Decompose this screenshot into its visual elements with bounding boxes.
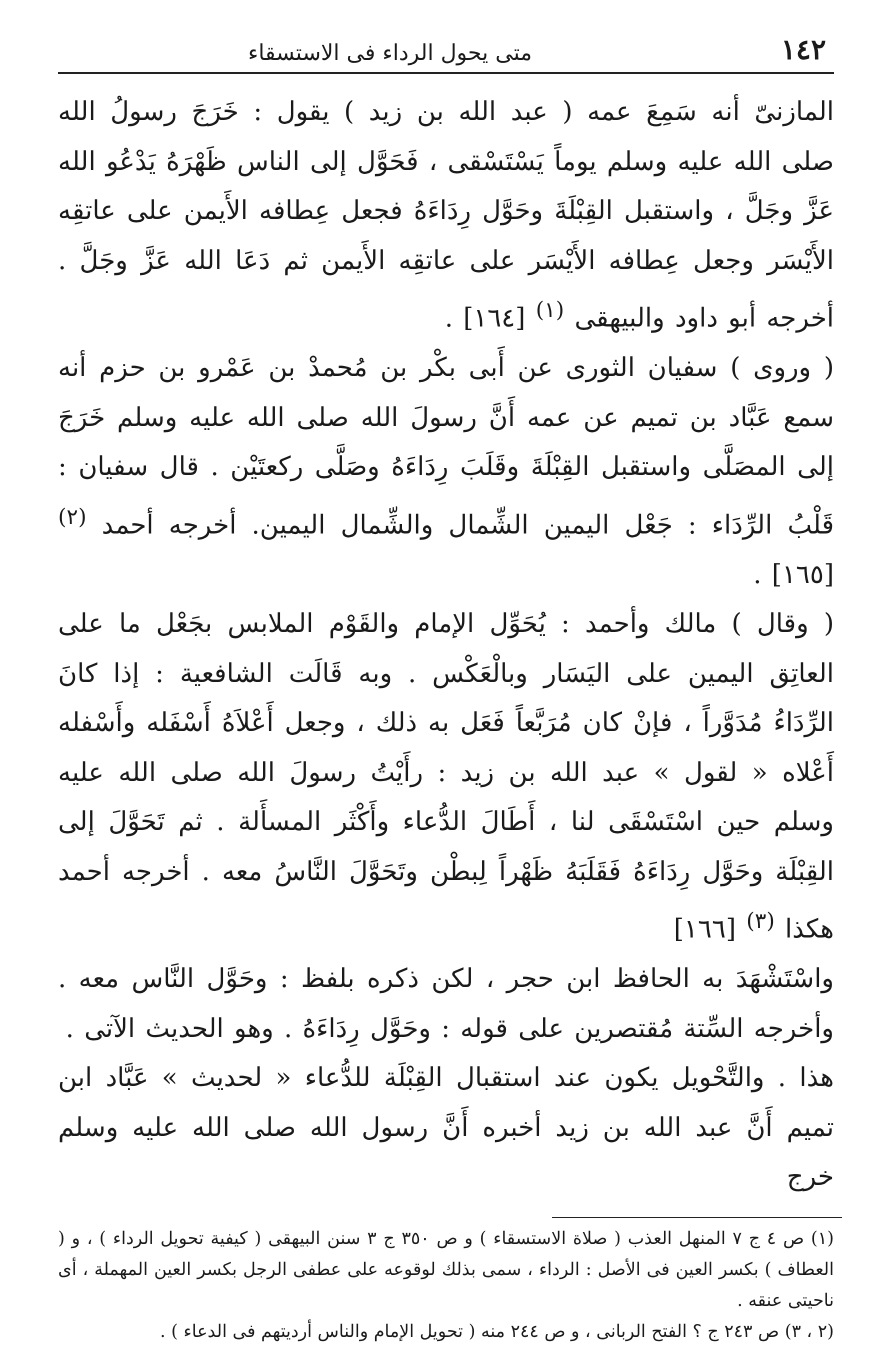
paragraph [58, 344, 834, 600]
footnote-marker: (١) [535, 298, 565, 323]
footnotes [58, 1224, 834, 1348]
body-text [58, 88, 834, 1203]
hadith-reference: [١٦٦] [673, 914, 736, 945]
footnote: (٢ ، ٣) ص ٢٤٣ ج ؟ الفتح الربانى ، و ص ٢٤٤ منه ( تحويل الإمام والناس أرديتهم فى الدعاء ) . [160, 1321, 834, 1342]
paragraph [58, 955, 834, 1054]
footnote-marker: (٣) [746, 909, 775, 935]
hadith-reference: [١٦٤] . [444, 303, 526, 334]
paragraph-text: ( وقال ) مالك وأحمد : يُحَوِّل الإمام والقَوْم الملابس بجَعْل ما على العاتِق اليمين على اليَسَار وبالْعَكْس . وبه قَالَت الشافعية : إذا كانَ الرِّدَاءُ مُدَوَّراً ، فإنْ كان مُرَبَّعاً فَعَل به ذلك ، وجعل أَعْلاَهُ أَسْفَله وأَسْفله أَعْلاه « لقول » عبد الله بن زيد : رأَيْتُ رسولَ الله صلى الله عليه وسلم حين اسْتَسْقَى لنا ، أَطَالَ الدُّعاء وأَكْثَر المسأَلة . ثم تَحَوَّلَ إلى القِبْلَة وحَوَّل رِدَاءَهُ فَقَلَبَهُ ظَهْراً لِبطْن وتَحَوَّلَ النَّاسُ معه . أخرجه أحمد هكذا [58, 609, 834, 945]
footnote: (١) ص ٤ ج ٧ المنهل العذب ( صلاة الاستسقاء ) و ص ٣٥٠ ج ٣ سنن البيهقى ( كيفية تحويل الرداء ) ، و ( العطاف ) بكسر العين فى الأصل : الرداء ، سمى بذلك لوقوعه على عطفى الرجل بكسر العين المهملة ، أى ناحيتى عنقه . [58, 1228, 834, 1311]
running-title: متى يحول الرداء فى الاستسقاء [248, 41, 533, 66]
hadith-reference: [١٦٥] . [753, 559, 834, 590]
paragraph-text: ( وروى ) سفيان الثورى عن أَبى بكْر بن مُحمدْ بن عَمْرو بن حزم أنه سمع عَبَّاد بن تميم عن عمه أَنَّ رسولَ الله صلى الله عليه وسلم خَرَجَ إلى المصَلَّى واستقبل القِبْلَةَ وقَلَبَ رِدَاءَهُ وصَلَّى ركعتَيْن . قال سفيان : قَلْبُ الرِّدَاء : جَعْل اليمين الشِّمال والشِّمال اليمين. أخرجه أحمد [58, 353, 835, 541]
paragraph-text: هذا . والتَّحْويل يكون عند استقبال القِبْلَة للدُّعاء « لحديث » عَبَّاد ابن تميم أَنَّ عبد الله بن زيد أخبره أَنَّ رسول الله صلى الله عليه وسلم خرج [58, 1063, 834, 1193]
footnote-marker: (٢) [58, 504, 87, 530]
page-header [58, 28, 834, 74]
paragraph [58, 88, 834, 344]
page-number: ١٤٢ [780, 33, 826, 66]
footnote-divider [552, 1217, 842, 1218]
paragraph-text: واسْتَشْهَدَ به الحافظ ابن حجر ، لكن ذكره بلفظ : وحَوَّل النَّاس معه . وأخرجه السِّتة مُقتصرين على قوله : وحَوَّل رِدَاءَهُ . وهو الحديث الآتى . [58, 964, 834, 1044]
paragraph [58, 600, 834, 955]
paragraph [58, 1054, 834, 1203]
paragraph-text: المازنىّ أنه سَمِعَ عمه ( عبد الله بن زيد ) يقول : خَرَجَ رسولُ الله صلى الله عليه وسلم يوماً يَسْتَسْقى ، فَحَوَّل إلى الناس ظَهْرَهُ يَدْعُو الله عَزَّ وجَلَّ ، واستقبل القِبْلَةَ وحَوَّل رِدَاءَهُ فجعل عِطافه الأَيمن على عاتقِه الأَيْسَر وجعل عِطافه الأَيْسَر على عاتقِه الأَيمن ثم دَعَا الله عَزَّ وجَلَّ . أخرجه أبو داود والبيهقى [58, 97, 834, 334]
